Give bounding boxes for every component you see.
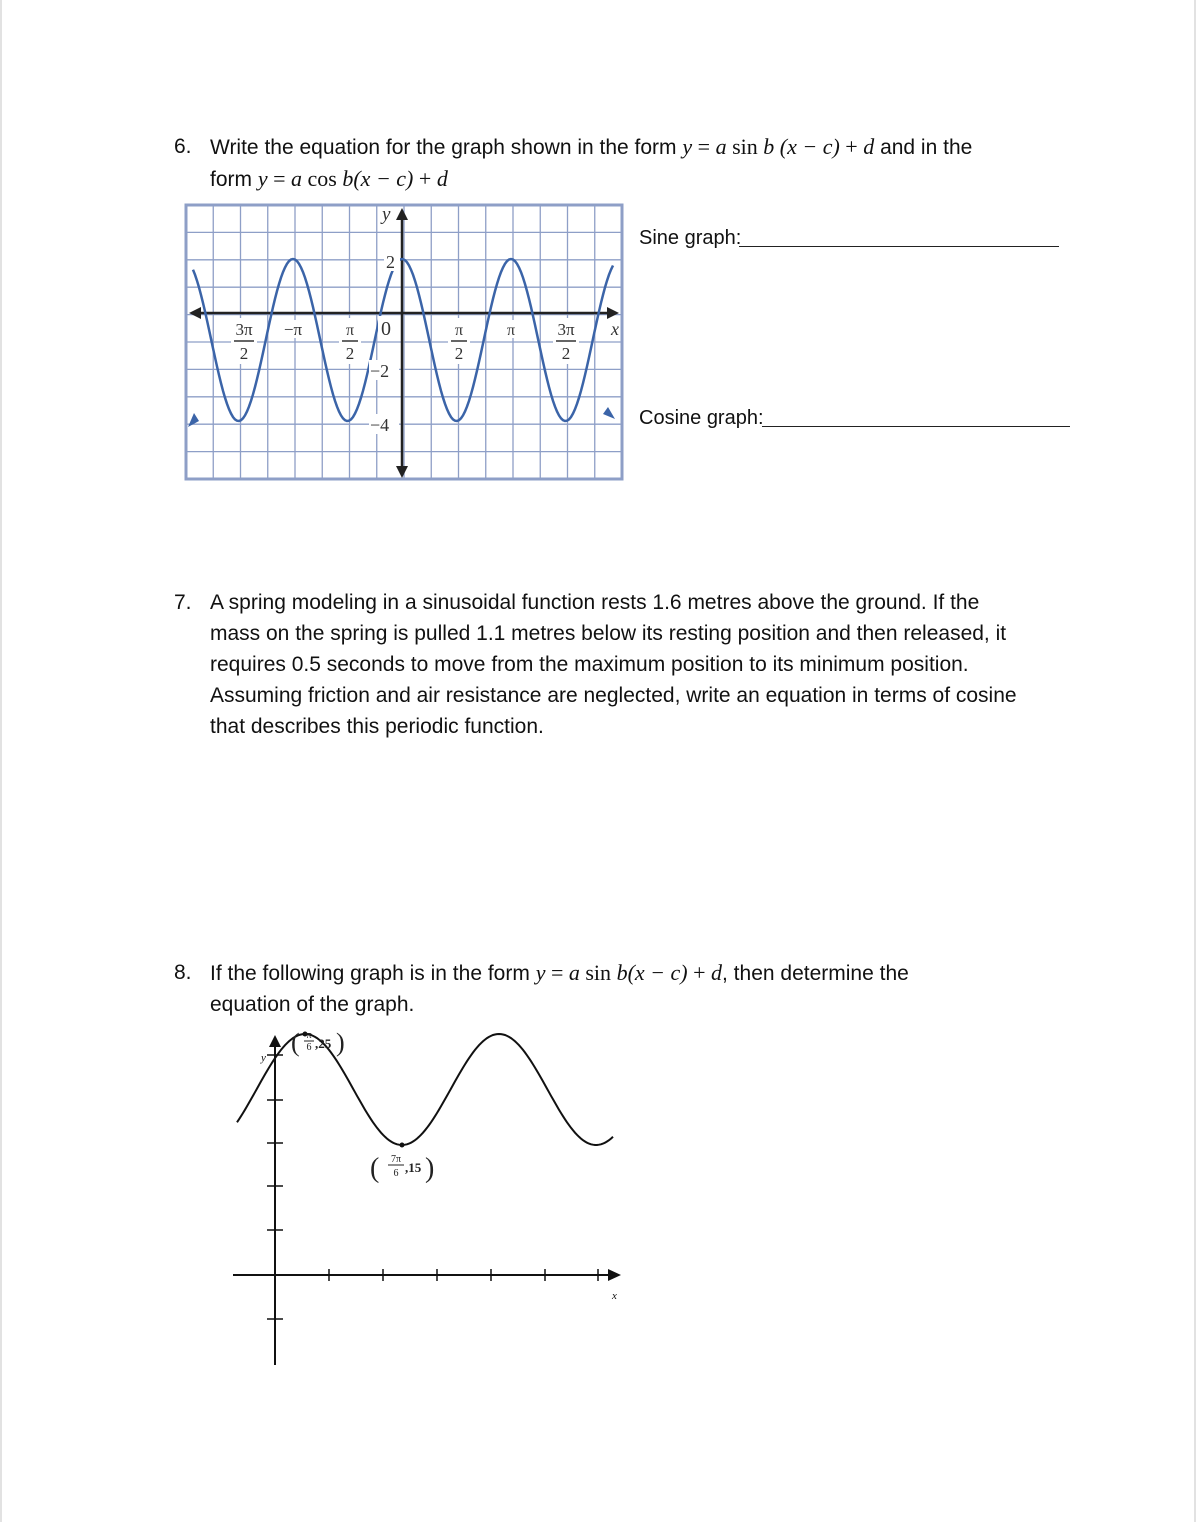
question-6-graph xyxy=(183,202,625,484)
svg-text:,15: ,15 xyxy=(405,1160,422,1175)
y-axis-arrow xyxy=(269,1035,281,1047)
svg-text:): ) xyxy=(425,1153,435,1184)
y-axis-label: y xyxy=(261,1052,266,1064)
x-tick-label-pi xyxy=(501,320,521,339)
y-tick-label-neg-2: −2 xyxy=(370,361,390,381)
sine-form-equation: y = a sin b (x − c) + d xyxy=(682,134,875,159)
y-axis-label: y xyxy=(382,204,391,225)
svg-text:π: π xyxy=(345,322,355,339)
page-edge-left xyxy=(0,0,2,1522)
question-8-graph xyxy=(225,1025,635,1370)
sine-graph-label: Sine graph: xyxy=(639,227,742,249)
minimum-point xyxy=(400,1143,405,1148)
maximum-point-label xyxy=(291,1028,345,1057)
x-axis-label: x xyxy=(611,319,619,339)
svg-text:π: π xyxy=(306,1030,312,1041)
sine-graph-answer xyxy=(639,227,741,250)
svg-text:6: 6 xyxy=(393,1168,399,1179)
question-8-line-2: equation of the graph. xyxy=(210,993,415,1016)
svg-text:(: ( xyxy=(370,1153,380,1184)
svg-text:3π: 3π xyxy=(557,320,575,339)
cosine-graph-answer-line[interactable] xyxy=(762,426,1070,427)
question-8-text xyxy=(210,957,1090,1020)
origin-label: 0 xyxy=(381,318,391,340)
cosine-graph-label: Cosine graph: xyxy=(639,407,764,429)
svg-text:3π: 3π xyxy=(235,320,253,339)
question-number: 6. xyxy=(174,135,192,158)
sine-graph-answer-line[interactable] xyxy=(739,246,1059,247)
minimum-point-label xyxy=(370,1153,434,1184)
svg-text:,25: ,25 xyxy=(315,1036,332,1051)
svg-text:6: 6 xyxy=(306,1042,312,1053)
question-number: 7. xyxy=(174,591,192,614)
svg-text:2: 2 xyxy=(561,344,571,363)
question-6-line-2: form y = a cos b(x − c) + d xyxy=(210,166,448,191)
svg-text:(: ( xyxy=(291,1028,300,1057)
svg-text:2: 2 xyxy=(239,344,249,363)
question-7-line: Assuming friction and air resistance are neglected, write an equation in terms of cosine xyxy=(210,684,1017,707)
svg-text:2: 2 xyxy=(345,344,355,363)
question-number: 8. xyxy=(174,961,192,984)
question-7-line: A spring modeling in a sinusoidal function rests 1.6 metres above the ground. If the xyxy=(210,591,980,614)
cosine-graph-answer xyxy=(639,407,764,430)
x-tick-label-neg-pi-over-2 xyxy=(339,318,361,364)
svg-text:π: π xyxy=(454,322,464,339)
x-tick-label-3pi-over-2 xyxy=(553,318,579,364)
question-7-line: that describes this periodic function. xyxy=(210,715,544,738)
question-7-line: mass on the spring is pulled 1.1 metres below its resting position and then released, it xyxy=(210,622,1007,645)
sine-form-equation: y = a sin b(x − c) + d xyxy=(535,960,723,985)
question-7-text xyxy=(210,587,1090,742)
y-tick-label-neg-4: −4 xyxy=(370,415,390,435)
question-6-line-1: Write the equation for the graph shown in the form y = a sin b (x − c) + d and in the xyxy=(210,134,973,159)
svg-text:2: 2 xyxy=(454,344,464,363)
svg-text:π: π xyxy=(506,322,516,339)
question-6-text xyxy=(210,131,1090,195)
x-axis-label: x xyxy=(612,1290,617,1302)
svg-text:−π: −π xyxy=(283,320,303,339)
cosine-form-equation: y = a cos b(x − c) + d xyxy=(257,166,448,191)
x-tick-label-neg-pi xyxy=(278,320,308,339)
svg-text:): ) xyxy=(336,1028,345,1057)
x-tick-label-neg-3pi-over-2 xyxy=(231,318,257,364)
question-8-line-1: If the following graph is in the form y = a sin b(x − c) + d, then determine the xyxy=(210,960,909,985)
svg-text:7π: 7π xyxy=(390,1154,402,1165)
x-axis-arrow xyxy=(608,1269,621,1281)
x-tick-label-pi-over-2 xyxy=(448,318,470,364)
question-7-line: requires 0.5 seconds to move from the maximum position to its minimum position. xyxy=(210,653,969,676)
y-tick-label-2: 2 xyxy=(386,252,395,272)
